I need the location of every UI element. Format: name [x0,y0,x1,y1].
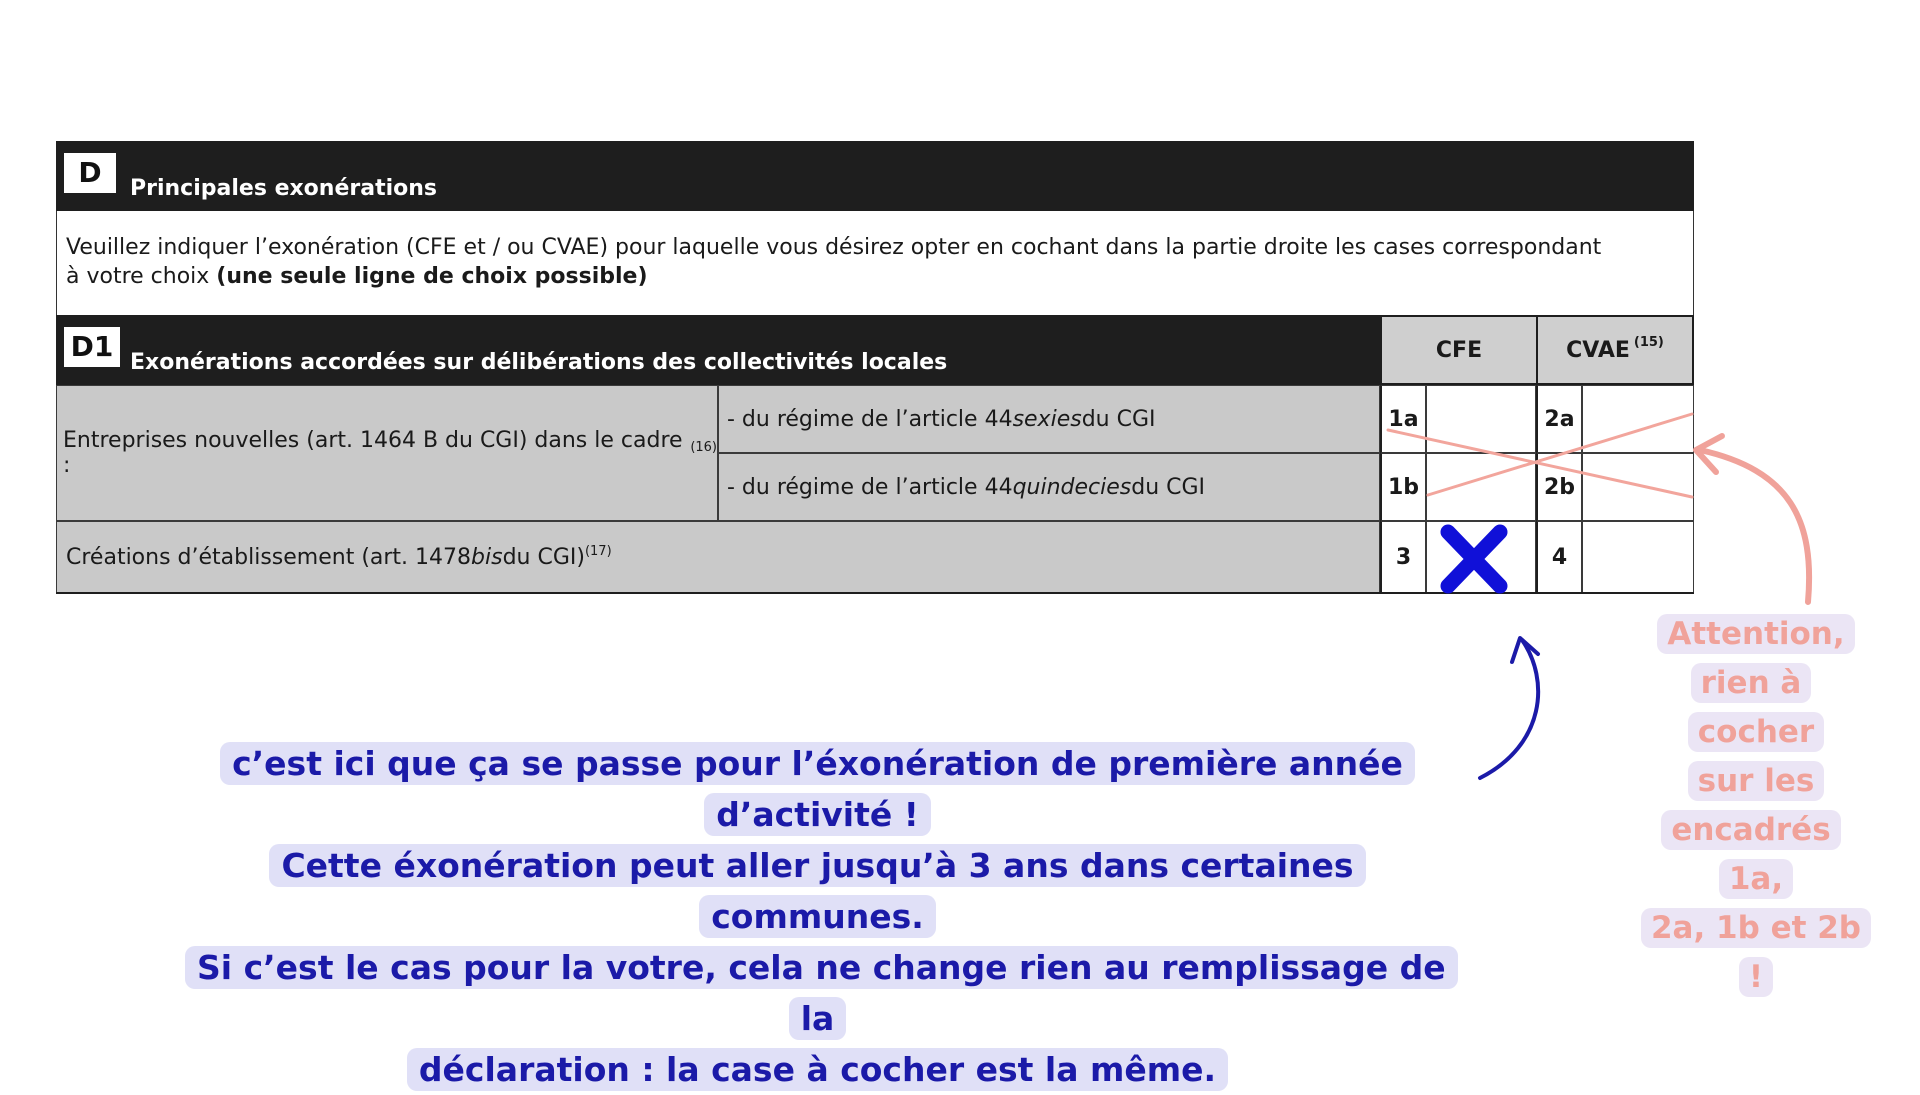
blue-annotation-line-4: déclaration : la case à cocher est la même. [407,1048,1228,1091]
blue-arrow-icon [1480,638,1538,778]
regime1-prefix: - du régime de l’article 44 [727,406,1013,432]
entreprises-label-text: Entreprises nouvelles (art. 1464 B du CGI) dans le cadre : [63,428,683,478]
cvae-footnote: (15) [1633,334,1664,350]
blue-annotation [185,738,1450,1095]
blue-annotation-line-1: c’est ici que ça se passe pour l’éxonération de première année d’activité ! [220,742,1415,836]
box-number-4: 4 [1536,521,1582,593]
box-number-2a: 2a [1536,385,1582,453]
regime1-italic: sexies [1012,406,1082,432]
box-number-2b: 2b [1536,453,1582,521]
instructions-line-2: à votre choix [66,264,217,289]
pink-warning-annotation [1636,610,1876,1002]
blue-annotation-line-3: Si c’est le cas pour la votre, cela ne change rien au remplissage de la [185,946,1458,1040]
pink-annotation-line-1: Attention, [1657,614,1854,654]
section-d-title: Principales exonérations [130,176,438,201]
creations-italic: bis [471,544,503,570]
creations-footnote: (17) [584,543,612,559]
regime2-prefix: - du régime de l’article 44 [727,474,1013,500]
pink-cross-mark [1388,414,1692,497]
instructions-line-1: Veuillez indiquer l’exonération (CFE et / ou CVAE) pour laquelle vous désirez opter en cochant dans la partie droite les cases correspondant [66,235,1602,260]
section-d-badge: D [64,153,116,193]
regime2-italic: quindecies [1012,474,1132,500]
section-d1-badge: D1 [64,327,120,367]
blue-annotation-line-2: Cette éxonération peut aller jusqu’à 3 ans dans certaines communes. [269,844,1365,938]
box-number-1b: 1b [1380,453,1426,521]
pink-annotation-line-5: 2a, 1b et 2b ! [1641,908,1871,997]
box-number-3: 3 [1380,521,1426,593]
pink-annotation-line-2: rien à cocher [1688,663,1824,752]
creations-suffix: du CGI) [502,544,585,570]
pink-annotation-line-4: encadrés 1a, [1661,810,1840,899]
column-header-cfe: CFE [1380,315,1536,385]
entreprises-footnote: (16) [690,439,717,455]
instructions-emphasis: (une seule ligne de choix possible) [216,264,648,289]
regime1-suffix: du CGI [1081,406,1156,432]
pink-annotation-line-3: sur les [1688,761,1825,801]
box-number-1a: 1a [1380,385,1426,453]
column-header-cvae-label: CVAE [1566,337,1630,363]
regime2-suffix: du CGI [1131,474,1206,500]
blue-check-x-icon [1448,532,1500,586]
section-d1-title: Exonérations accordées sur délibérations des collectivités locales [130,350,948,375]
pink-arrow-icon [1696,436,1809,602]
creations-prefix: Créations d’établissement (art. 1478 [66,544,472,570]
